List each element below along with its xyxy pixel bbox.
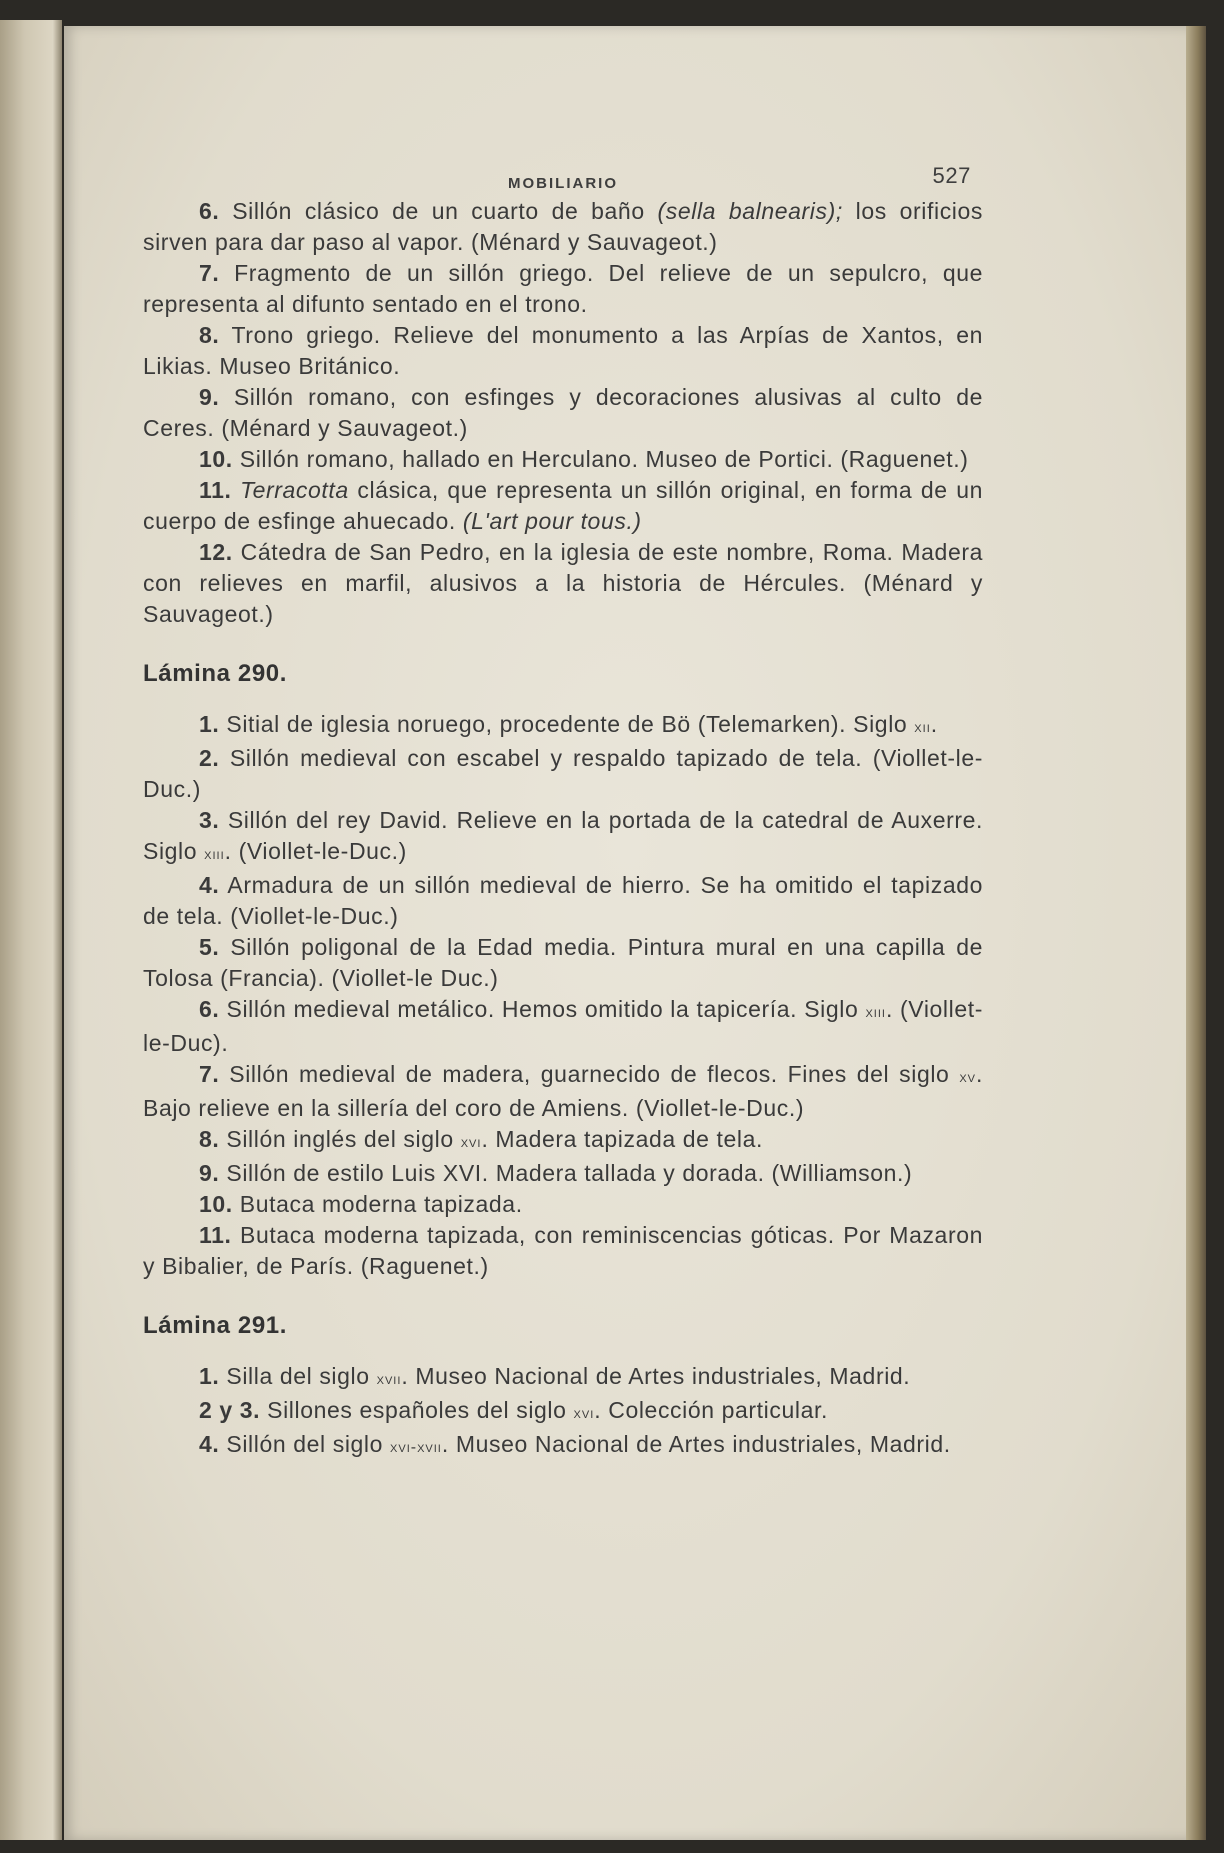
entry-290-2: 2. Sillón medieval con escabel y respaldo tapizado de tela. (Viollet-le-Duc.): [143, 745, 983, 802]
entry-12: 12. Cátedra de San Pedro, en la iglesia de este nombre, Roma. Madera con relieves en marfil, alusivos a la historia de Hércules. (Ménard y Sauvageot.): [143, 539, 983, 627]
entry-290-7: 7. Sillón medieval de madera, guarnecido de flecos. Fines del siglo xv. Bajo relieve en la sillería del coro de Amiens. (Viollet-le-Duc.): [143, 1061, 983, 1121]
entry-290-5: 5. Sillón poligonal de la Edad media. Pintura mural en una capilla de Tolosa (Francia). (Viollet-le Duc.): [143, 934, 983, 991]
section-heading-291: Lámina 291.: [143, 1312, 288, 1339]
entry-290-9: 9. Sillón de estilo Luis XVI. Madera tallada y dorada. (Williamson.): [199, 1160, 913, 1186]
entry-6: 6. Sillón clásico de un cuarto de baño (sella balnearis); los orificios sirven para dar paso al vapor. (Ménard y Sauvageot.): [143, 198, 983, 255]
previous-page-edge: [0, 20, 62, 1840]
entry-290-1: 1. Sitial de iglesia noruego, procedente de Bö (Telemarken). Siglo xii.: [199, 711, 938, 737]
section-heading-290: Lámina 290.: [143, 660, 288, 687]
entry-290-11: 11. Butaca moderna tapizada, con reminiscencias góticas. Por Mazaron y Bibalier, de París. (Raguenet.): [143, 1222, 983, 1279]
entry-8: 8. Trono griego. Relieve del monumento a las Arpías de Xantos, en Likias. Museo Británico.: [143, 322, 983, 379]
entry-290-10: 10. Butaca moderna tapizada.: [199, 1191, 523, 1217]
entry-290-3: 3. Sillón del rey David. Relieve en la portada de la catedral de Auxerre. Siglo xiii. (Viollet-le-Duc.): [143, 807, 983, 864]
entry-10: 10. Sillón romano, hallado en Herculano. Museo de Portici. (Raguenet.): [199, 446, 969, 472]
running-header: [143, 150, 983, 190]
entry-7: 7. Fragmento de un sillón griego. Del relieve de un sepulcro, que representa al difunto sentado en el trono.: [143, 260, 983, 317]
entry-290-8: 8. Sillón inglés del siglo xvi. Madera tapizada de tela.: [199, 1126, 763, 1152]
entry-290-6: 6. Sillón medieval metálico. Hemos omitido la tapicería. Siglo xiii. (Viollet-le-Duc).: [143, 996, 983, 1056]
running-title: MOBILIARIO: [508, 175, 618, 192]
entry-291-2: 2 y 3. Sillones españoles del siglo xvi. Colección particular.: [199, 1397, 828, 1423]
page-content: [143, 150, 983, 1463]
page-stack-edge: [1186, 26, 1206, 1840]
entry-291-4: 4. Sillón del siglo xvi-xvii. Museo Nacional de Artes industriales, Madrid.: [199, 1431, 951, 1457]
page-number: 527: [932, 163, 971, 188]
entry-291-1: 1. Silla del siglo xvii. Museo Nacional de Artes industriales, Madrid.: [199, 1363, 911, 1389]
entry-290-4: 4. Armadura de un sillón medieval de hierro. Se ha omitido el tapizado de tela. (Viollet-le-Duc.): [143, 872, 983, 929]
entry-11: 11. Terracotta clásica, que representa un sillón original, en forma de un cuerpo de esfinge ahuecado. (L'art pour tous.): [143, 477, 983, 534]
entry-9: 9. Sillón romano, con esfinges y decoraciones alusivas al culto de Ceres. (Ménard y Sauvageot.): [143, 384, 983, 441]
